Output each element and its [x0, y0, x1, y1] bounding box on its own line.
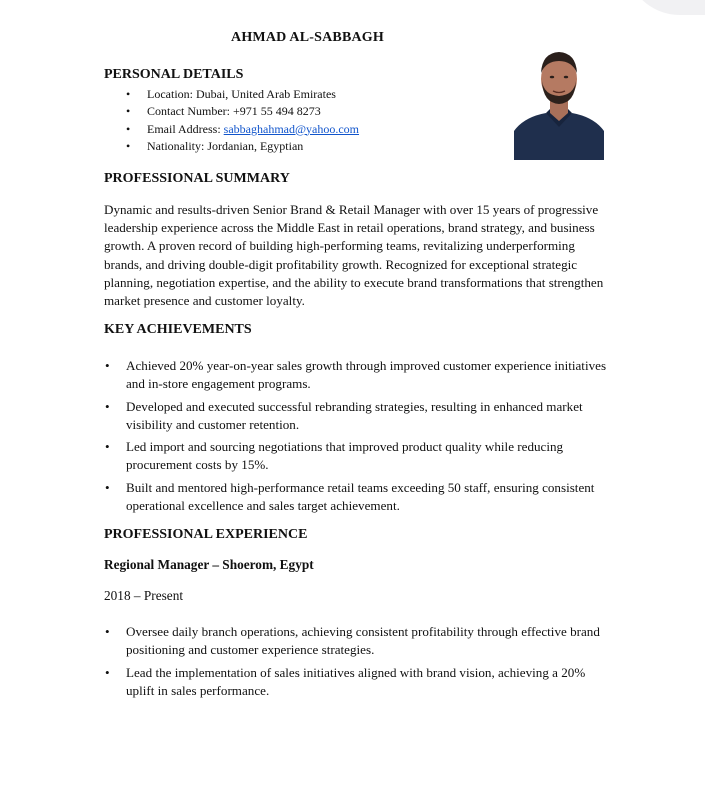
- list-item: • Lead the implementation of sales initiatives aligned with brand vision, achieving a 20% uplift in sales performance.: [104, 664, 614, 701]
- achievements-heading: KEY ACHIEVEMENTS: [104, 322, 252, 337]
- achievements-list: [104, 357, 614, 519]
- list-item: • Led import and sourcing negotiations that improved product quality while reducing procurement costs by 15%.: [104, 438, 614, 475]
- summary-paragraph: Dynamic and results-driven Senior Brand & Retail Manager with over 15 years of progressive leadership experience across the Middle East in retail operations, brand strategy, and business growth. A proven record of building high-performing teams, revitalizing underperforming brands, and driving double-digit profitability growth. Recognized for exceptional strategic planning, negotiation expertise, and the ability to execute brand transformations that strengthen market presence and customer loyalty.: [104, 202, 604, 309]
- list-item: • Developed and executed successful rebranding strategies, resulting in enhanced market visibility and customer retention.: [104, 398, 614, 435]
- personal-details-heading: PERSONAL DETAILS: [104, 67, 244, 82]
- candidate-name: AHMAD AL-SABBAGH: [231, 30, 384, 45]
- summary-heading: PROFESSIONAL SUMMARY: [104, 171, 290, 186]
- experience-list: [104, 623, 614, 704]
- job-dates: 2018 – Present: [104, 588, 184, 603]
- list-item: • Oversee daily branch operations, achieving consistent profitability through effective brand positioning and customer experience strategies.: [104, 623, 614, 660]
- personal-details-list: [104, 86, 359, 155]
- location-item: • Location: Dubai, United Arab Emirates: [104, 86, 359, 103]
- email-item: [104, 121, 359, 138]
- list-item: • Achieved 20% year-on-year sales growth through improved customer experience initiatives and in-store engagement programs.: [104, 357, 614, 394]
- profile-photo: [514, 43, 604, 160]
- job-title: Regional Manager – Shoerom, Egypt: [104, 557, 314, 572]
- list-item: • Built and mentored high-performance retail teams exceeding 50 staff, ensuring consistent operational excellence and sales target achievement.: [104, 479, 614, 516]
- nationality-item: • Nationality: Jordanian, Egyptian: [104, 138, 359, 155]
- email-link[interactable]: sabbaghahmad@yahoo.com: [223, 121, 360, 136]
- corner-decoration: [625, 0, 705, 15]
- contact-item: • Contact Number: +971 55 494 8273: [104, 103, 359, 120]
- email-label: Email Address:: [147, 121, 224, 136]
- experience-heading: PROFESSIONAL EXPERIENCE: [104, 527, 308, 542]
